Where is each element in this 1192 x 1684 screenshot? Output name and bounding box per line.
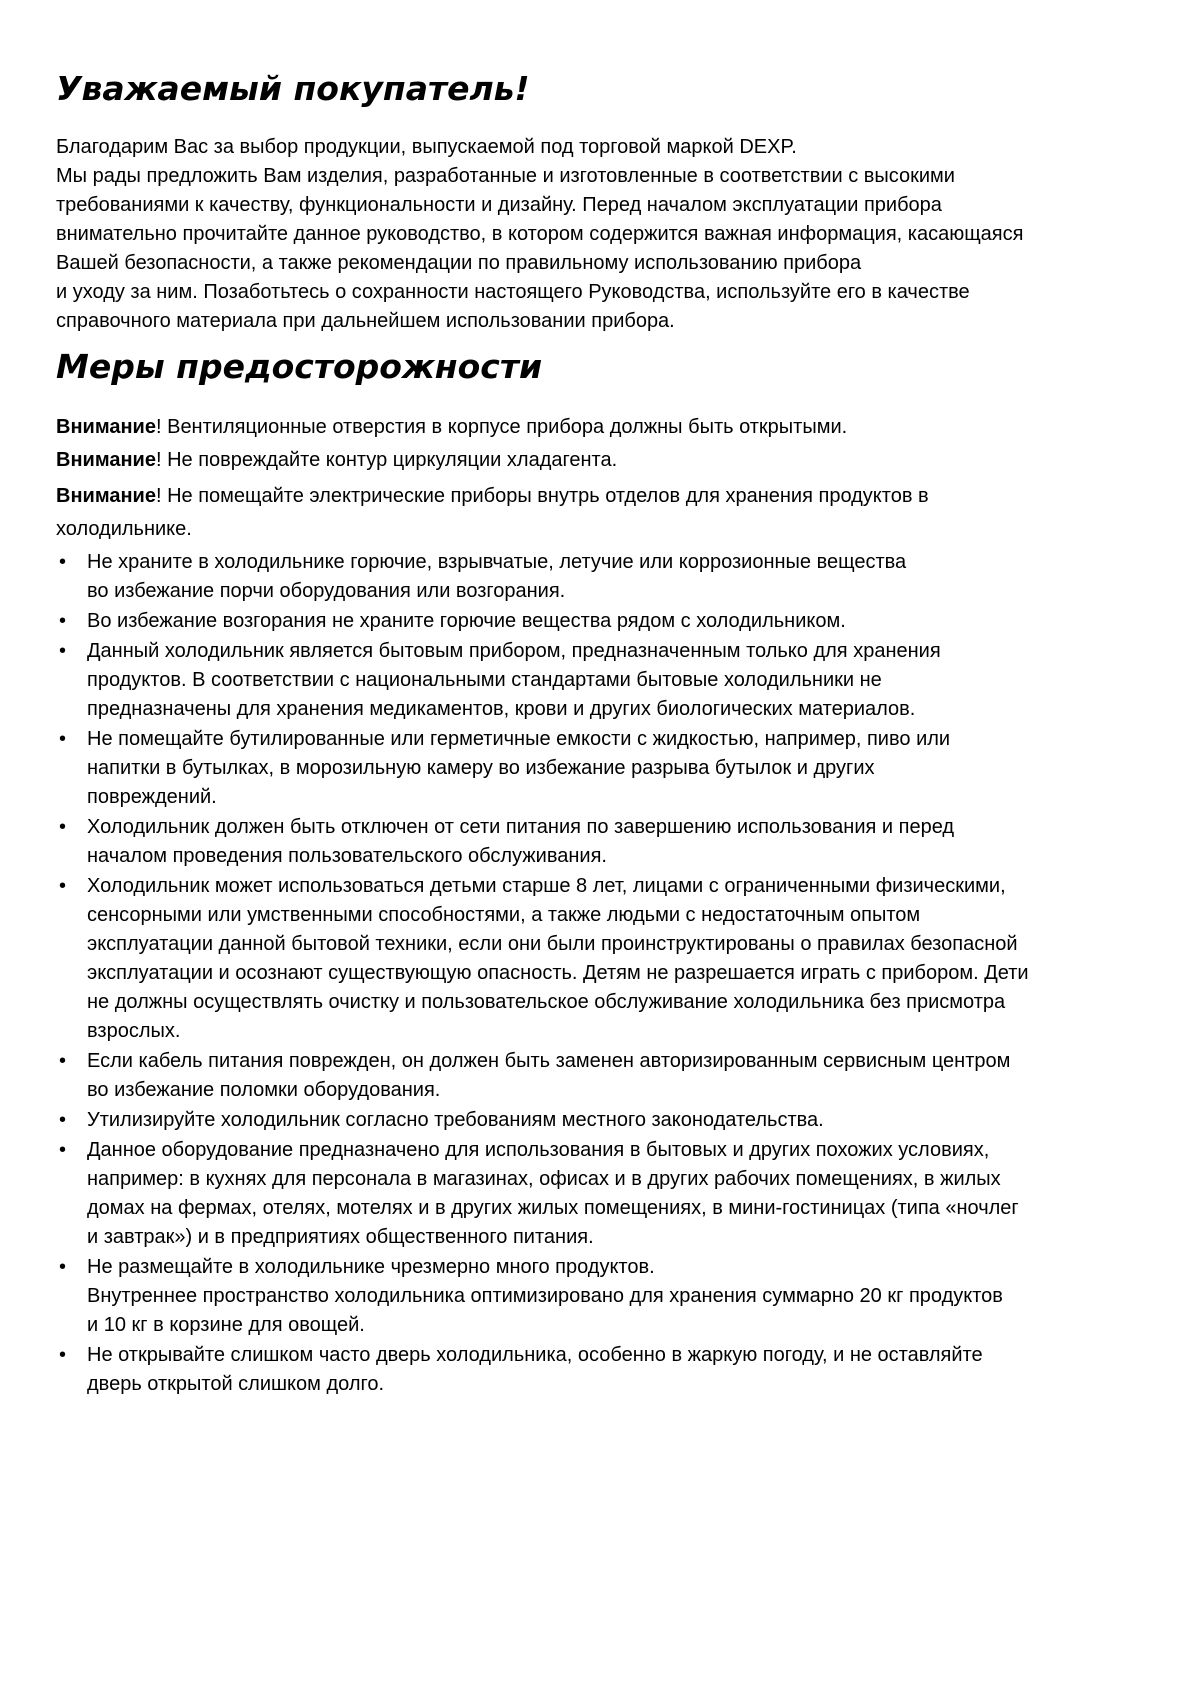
intro-line: Благодарим Вас за выбор продукции, выпускаемой под торговой маркой DEXP. bbox=[56, 136, 797, 158]
intro-line: Вашей безопасности, а также рекомендации по правильному использованию прибора bbox=[56, 252, 862, 274]
warning-line bbox=[56, 413, 1146, 442]
list-item-line: эксплуатации данной бытовой техники, если они были проинструктированы о правилах безопасной bbox=[87, 933, 1018, 955]
list-item-line: Не храните в холодильнике горючие, взрывчатые, летучие или коррозионные вещества bbox=[87, 551, 907, 573]
list-item-line: Внутреннее пространство холодильника оптимизировано для хранения суммарно 20 кг продуктов bbox=[87, 1285, 1003, 1307]
warning-label: Внимание bbox=[56, 449, 156, 471]
list-item-line: дверь открытой слишком долго. bbox=[87, 1373, 385, 1395]
list-item-line: Не помещайте бутилированные или герметичные емкости с жидкостью, например, пиво или bbox=[87, 728, 951, 750]
bullet-icon: • bbox=[59, 816, 67, 838]
bullet-icon: • bbox=[59, 640, 67, 662]
list-item-line: и 10 кг в корзине для овощей. bbox=[87, 1314, 365, 1336]
list-item-line: во избежание порчи оборудования или возгорания. bbox=[87, 580, 566, 602]
list-item-line: домах на фермах, отелях, мотелях и в других жилых помещениях, в мини-гостиницах (типа «ночлег bbox=[87, 1197, 1019, 1219]
bullet-icon: • bbox=[59, 1050, 67, 1072]
list-item bbox=[56, 1341, 1146, 1399]
intro-line: справочного материала при дальнейшем использовании прибора. bbox=[56, 310, 675, 332]
intro-line: и уходу за ним. Позаботьтесь о сохранности настоящего Руководства, используйте его в качестве bbox=[56, 281, 970, 303]
list-item-text bbox=[87, 1106, 1146, 1135]
list-item-line: напитки в бутылках, в морозильную камеру во избежание разрыва бутылок и других bbox=[87, 757, 875, 779]
list-item-line: Холодильник должен быть отключен от сети питания по завершению использования и перед bbox=[87, 816, 955, 838]
list-item-text bbox=[87, 548, 1146, 606]
bullet-icon: • bbox=[59, 610, 67, 632]
list-item-line: например: в кухнях для персонала в магазинах, офисах и в других рабочих помещениях, в жилых bbox=[87, 1168, 1001, 1190]
list-item bbox=[56, 725, 1146, 812]
intro-line: требованиями к качеству, функциональности и дизайну. Перед началом эксплуатации прибора bbox=[56, 194, 942, 216]
list-item-text bbox=[87, 637, 1146, 724]
list-item-line: предназначены для хранения медикаментов, крови и других биологических материалов. bbox=[87, 698, 916, 720]
list-item bbox=[56, 872, 1146, 1046]
precautions-list bbox=[56, 548, 1146, 1400]
list-item bbox=[56, 1136, 1146, 1252]
warning-label: Внимание bbox=[56, 485, 156, 507]
warning-text: ! Не помещайте электрические приборы внутрь отделов для хранения продуктов в холодильнике. bbox=[56, 485, 929, 540]
list-item-line: во избежание поломки оборудования. bbox=[87, 1079, 441, 1101]
list-item bbox=[56, 1253, 1146, 1340]
list-item-line: Данное оборудование предназначено для использования в бытовых и других похожих условиях, bbox=[87, 1139, 990, 1161]
warning-label: Внимание bbox=[56, 416, 156, 438]
intro-line: внимательно прочитайте данное руководство, в котором содержится важная информация, касающаяся bbox=[56, 223, 1024, 245]
list-item-line: Во избежание возгорания не храните горючие вещества рядом с холодильником. bbox=[87, 610, 846, 632]
list-item-line: началом проведения пользовательского обслуживания. bbox=[87, 845, 607, 867]
list-item bbox=[56, 1106, 1146, 1135]
list-item-line: Не открывайте слишком часто дверь холодильника, особенно в жаркую погоду, и не оставляйте bbox=[87, 1344, 983, 1366]
list-item-line: Не размещайте в холодильнике чрезмерно много продуктов. bbox=[87, 1256, 655, 1278]
bullet-icon: • bbox=[59, 551, 67, 573]
list-item bbox=[56, 1047, 1146, 1105]
list-item bbox=[56, 637, 1146, 724]
warning-text: ! Не повреждайте контур циркуляции хладагента. bbox=[155, 449, 618, 471]
bullet-icon: • bbox=[59, 1109, 67, 1131]
list-item-text bbox=[87, 813, 1146, 871]
list-item-line: Если кабель питания поврежден, он должен быть заменен авторизированным сервисным центром bbox=[87, 1050, 1011, 1072]
list-item-line: и завтрак») и в предприятиях общественного питания. bbox=[87, 1226, 594, 1248]
list-item-text bbox=[87, 1341, 1146, 1399]
list-item-line: не должны осуществлять очистку и пользовательское обслуживание холодильника без присмотра bbox=[87, 991, 1006, 1013]
bullet-icon: • bbox=[59, 1344, 67, 1366]
bullet-icon: • bbox=[59, 875, 67, 897]
list-item bbox=[56, 607, 1146, 636]
intro-line: Мы рады предложить Вам изделия, разработанные и изготовленные в соответствии с высокими bbox=[56, 165, 955, 187]
bullet-icon: • bbox=[59, 1139, 67, 1161]
warning-line bbox=[56, 480, 1056, 546]
list-item-text bbox=[87, 872, 1146, 1046]
list-item-text bbox=[87, 1047, 1146, 1105]
intro-paragraph bbox=[56, 133, 1146, 336]
list-item-line: взрослых. bbox=[87, 1020, 181, 1042]
warning-line bbox=[56, 446, 1146, 475]
bullet-icon: • bbox=[59, 728, 67, 750]
list-item-text bbox=[87, 725, 1146, 812]
list-item-line: Холодильник может использоваться детьми старше 8 лет, лицами с ограниченными физическими, bbox=[87, 875, 1006, 897]
warning-text: ! Вентиляционные отверстия в корпусе прибора должны быть открытыми. bbox=[155, 416, 848, 438]
list-item bbox=[56, 548, 1146, 606]
bullet-icon: • bbox=[59, 1256, 67, 1278]
list-item-line: Утилизируйте холодильник согласно требованиям местного законодательства. bbox=[87, 1109, 824, 1131]
list-item-text bbox=[87, 1136, 1146, 1252]
list-item-line: продуктов. В соответствии с национальными стандартами бытовые холодильники не bbox=[87, 669, 882, 691]
list-item-line: сенсорными или умственными способностями, а также людьми с недостаточным опытом bbox=[87, 904, 921, 926]
precautions-title: Меры предосторожности bbox=[56, 347, 543, 386]
list-item-line: эксплуатации и осознают существующую опасность. Детям не разрешается играть с прибором. Дети bbox=[87, 962, 1029, 984]
greeting-title: Уважаемый покупатель! bbox=[56, 69, 530, 108]
list-item-text bbox=[87, 607, 1146, 636]
list-item-line: Данный холодильник является бытовым прибором, предназначенным только для хранения bbox=[87, 640, 941, 662]
list-item-text bbox=[87, 1253, 1146, 1340]
list-item-line: повреждений. bbox=[87, 786, 217, 808]
list-item bbox=[56, 813, 1146, 871]
